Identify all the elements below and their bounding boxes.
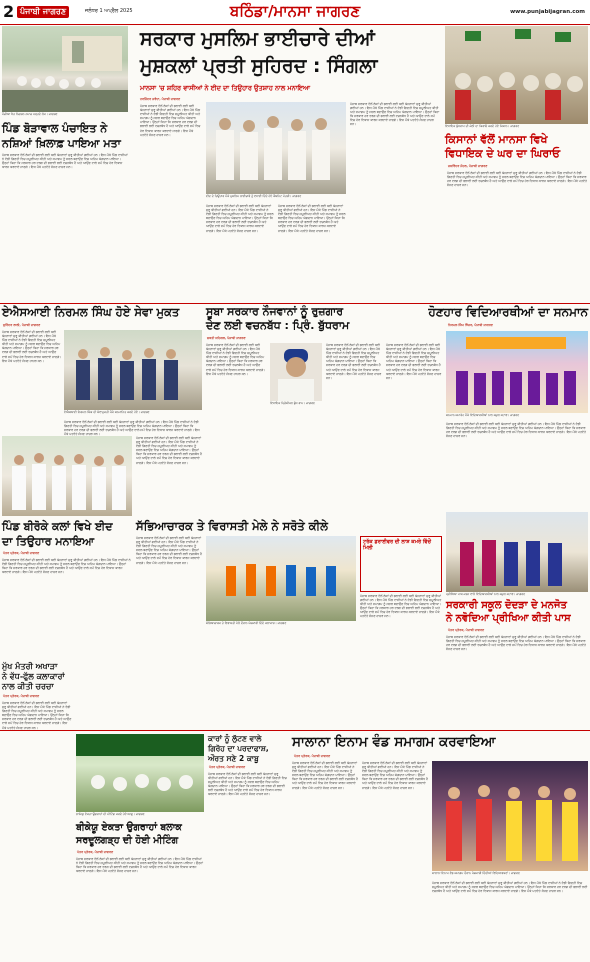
retire-byline: ਸੁਰਿੰਦਰ ਲਾਲੀ, ਪੰਜਾਬੀ ਜਾਗਰਣ bbox=[3, 323, 41, 327]
farmers-headline-line1: ਕਿਸਾਨਾਂ ਵੱਲੋਂ ਮਾਨਸਾ ਵਿਖੇ bbox=[445, 133, 548, 146]
mela-photo bbox=[206, 536, 356, 621]
youth-body-2: ਪੰਜਾਬ ਸਰਕਾਰ ਵੱਲੋਂ ਲੋਕਾਂ ਦੀ ਭਲਾਈ ਲਈ ਕਈ ਯੋਜਨਾਵਾਂ ਸ਼ੁਰੂ ਕੀਤੀਆਂ ਗਈਆਂ ਹਨ। ਇਸ ਮੌਕੇ ਪਿੰਡ ਵਾਸੀਆਂ ਨੇ ਵੱਡੀ ਗਿਣਤੀ ਵਿਚ ਸ਼ਮੂਲੀਅਤ ਕੀਤੀ ਅਤੇ ਸਮਾਗਮ ਨੂੰ ਸਫਲ ਬਣਾਉਣ ਵਿਚ ਅਹਿਮ ਯੋਗਦਾਨ ਪਾਇਆ। ਉਨ੍ਹਾਂ ਕਿਹਾ ਕਿ ਸਰਕਾਰ ਹਰ ਵਰਗ ਦੀ ਭਲਾਈ ਲਈ ਵਚਨਬੱਧ ਹੈ ਅਤੇ ਆਉਣ ਵਾਲੇ ਸਮੇਂ ਵਿਚ ਹੋਰ ਵਿਕਾਸ ਕਾਰਜ ਕਰਵਾਏ ਜਾਣਗੇ। ਇਸ ਮੌਕੇ ਪਤਵੰਤੇ ਸੱਜਣ ਹਾਜ਼ਰ ਸਨ। bbox=[326, 343, 382, 380]
retire-body-2: ਪੰਜਾਬ ਸਰਕਾਰ ਵੱਲੋਂ ਲੋਕਾਂ ਦੀ ਭਲਾਈ ਲਈ ਕਈ ਯੋਜਨਾਵਾਂ ਸ਼ੁਰੂ ਕੀਤੀਆਂ ਗਈਆਂ ਹਨ। ਇਸ ਮੌਕੇ ਪਿੰਡ ਵਾਸੀਆਂ ਨੇ ਵੱਡੀ ਗਿਣਤੀ ਵਿਚ ਸ਼ਮੂਲੀਅਤ ਕੀਤੀ ਅਤੇ ਸਮਾਗਮ ਨੂੰ ਸਫਲ ਬਣਾਉਣ ਵਿਚ ਅਹਿਮ ਯੋਗਦਾਨ ਪਾਇਆ। ਉਨ੍ਹਾਂ ਕਿਹਾ ਕਿ ਸਰਕਾਰ ਹਰ ਵਰਗ ਦੀ ਭਲਾਈ ਲਈ ਵਚਨਬੱਧ ਹੈ ਅਤੇ ਆਉਣ ਵਾਲੇ ਸਮੇਂ ਵਿਚ ਹੋਰ ਵਿਕਾਸ ਕਾਰਜ ਕਰਵਾਏ ਜਾਣਗੇ। ਇਸ ਮੌਕੇ ਪਤਵੰਤੇ ਸੱਜਣ ਹਾਜ਼ਰ ਸਨ। bbox=[64, 420, 200, 437]
retire-photo bbox=[64, 330, 202, 410]
ceremony-body: ਪੰਜਾਬ ਸਰਕਾਰ ਵੱਲੋਂ ਲੋਕਾਂ ਦੀ ਭਲਾਈ ਲਈ ਕਈ ਯੋਜਨਾਵਾਂ ਸ਼ੁਰੂ ਕੀਤੀਆਂ ਗਈਆਂ ਹਨ। ਇਸ ਮੌਕੇ ਪਿੰਡ ਵਾਸੀਆਂ ਨੇ ਵੱਡੀ ਗਿਣਤੀ ਵਿਚ ਸ਼ਮੂਲੀਅਤ ਕੀਤੀ ਅਤੇ ਸਮਾਗਮ ਨੂੰ ਸਫਲ ਬਣਾਉਣ ਵਿਚ ਅਹਿਮ ਯੋਗਦਾਨ ਪਾਇਆ। ਉਨ੍ਹਾਂ ਕਿਹਾ ਕਿ ਸਰਕਾਰ ਹਰ ਵਰਗ ਦੀ ਭਲਾਈ ਲਈ ਵਚਨਬੱਧ ਹੈ ਅਤੇ ਆਉਣ ਵਾਲੇ ਸਮੇਂ ਵਿਚ ਹੋਰ ਵਿਕਾਸ ਕਾਰਜ ਕਰਵਾਏ ਜਾਣਗੇ। ਇਸ ਮੌਕੇ ਪਤਵੰਤੇ ਸੱਜਣ ਹਾਜ਼ਰ ਸਨ। bbox=[136, 436, 202, 465]
prize-body-3: ਪੰਜਾਬ ਸਰਕਾਰ ਵੱਲੋਂ ਲੋਕਾਂ ਦੀ ਭਲਾਈ ਲਈ ਕਈ ਯੋਜਨਾਵਾਂ ਸ਼ੁਰੂ ਕੀਤੀਆਂ ਗਈਆਂ ਹਨ। ਇਸ ਮੌਕੇ ਪਿੰਡ ਵਾਸੀਆਂ ਨੇ ਵੱਡੀ ਗਿਣਤੀ ਵਿਚ ਸ਼ਮੂਲੀਅਤ ਕੀਤੀ ਅਤੇ ਸਮਾਗਮ ਨੂੰ ਸਫਲ ਬਣਾਉਣ ਵਿਚ ਅਹਿਮ ਯੋਗਦਾਨ ਪਾਇਆ। ਉਨ੍ਹਾਂ ਕਿਹਾ ਕਿ ਸਰਕਾਰ ਹਰ ਵਰਗ ਦੀ ਭਲਾਈ ਲਈ ਵਚਨਬੱਧ ਹੈ ਅਤੇ ਆਉਣ ਵਾਲੇ ਸਮੇਂ ਵਿਚ ਹੋਰ ਵਿਕਾਸ ਕਾਰਜ ਕਰਵਾਏ ਜਾਣਗੇ। ਇਸ ਮੌਕੇ ਪਤਵੰਤੇ ਸੱਜਣ ਹਾਜ਼ਰ ਸਨ। bbox=[432, 881, 588, 894]
youth-body-1: ਪੰਜਾਬ ਸਰਕਾਰ ਵੱਲੋਂ ਲੋਕਾਂ ਦੀ ਭਲਾਈ ਲਈ ਕਈ ਯੋਜਨਾਵਾਂ ਸ਼ੁਰੂ ਕੀਤੀਆਂ ਗਈਆਂ ਹਨ। ਇਸ ਮੌਕੇ ਪਿੰਡ ਵਾਸੀਆਂ ਨੇ ਵੱਡੀ ਗਿਣਤੀ ਵਿਚ ਸ਼ਮੂਲੀਅਤ ਕੀਤੀ ਅਤੇ ਸਮਾਗਮ ਨੂੰ ਸਫਲ ਬਣਾਉਣ ਵਿਚ ਅਹਿਮ ਯੋਗਦਾਨ ਪਾਇਆ। ਉਨ੍ਹਾਂ ਕਿਹਾ ਕਿ ਸਰਕਾਰ ਹਰ ਵਰਗ ਦੀ ਭਲਾਈ ਲਈ ਵਚਨਬੱਧ ਹੈ ਅਤੇ ਆਉਣ ਵਾਲੇ ਸਮੇਂ ਵਿਚ ਹੋਰ ਵਿਕਾਸ ਕਾਰਜ ਕਰਵਾਏ ਜਾਣਗੇ। ਇਸ ਮੌਕੇ ਪਤਵੰਤੇ ਸੱਜਣ ਹਾਜ਼ਰ ਸਨ। bbox=[206, 343, 266, 376]
farmers-body: ਪੰਜਾਬ ਸਰਕਾਰ ਵੱਲੋਂ ਲੋਕਾਂ ਦੀ ਭਲਾਈ ਲਈ ਕਈ ਯੋਜਨਾਵਾਂ ਸ਼ੁਰੂ ਕੀਤੀਆਂ ਗਈਆਂ ਹਨ। ਇਸ ਮੌਕੇ ਪਿੰਡ ਵਾਸੀਆਂ ਨੇ ਵੱਡੀ ਗਿਣਤੀ ਵਿਚ ਸ਼ਮੂਲੀਅਤ ਕੀਤੀ ਅਤੇ ਸਮਾਗਮ ਨੂੰ ਸਫਲ ਬਣਾਉਣ ਵਿਚ ਅਹਿਮ ਯੋਗਦਾਨ ਪਾਇਆ। ਉਨ੍ਹਾਂ ਕਿਹਾ ਕਿ ਸਰਕਾਰ ਹਰ ਵਰਗ ਦੀ ਭਲਾਈ ਲਈ ਵਚਨਬੱਧ ਹੈ ਅਤੇ ਆਉਣ ਵਾਲੇ ਸਮੇਂ ਵਿਚ ਹੋਰ ਵਿਕਾਸ ਕਾਰਜ ਕਰਵਾਏ ਜਾਣਗੇ। ਇਸ ਮੌਕੇ ਪਤਵੰਤੇ ਸੱਜਣ ਹਾਜ਼ਰ ਸਨ। bbox=[447, 171, 587, 188]
students-caption: ਸਨਮਾਨ ਸਮਾਰੋਹ ਮੌਕੇ ਵਿਦਿਆਰਥੀਆਂ ਨਾਲ ਸਕੂਲ ਸਟਾਫ। ਜਾਗਰਣ bbox=[446, 413, 520, 417]
mla-portrait bbox=[270, 343, 322, 401]
section-divider bbox=[0, 303, 590, 304]
panchayat-headline-line1: ਪਿੰਡ ਬੋੜਾਵਾਲ ਪੰਚਾਇਤ ਨੇ bbox=[2, 122, 108, 135]
exam-body: ਪੰਜਾਬ ਸਰਕਾਰ ਵੱਲੋਂ ਲੋਕਾਂ ਦੀ ਭਲਾਈ ਲਈ ਕਈ ਯੋਜਨਾਵਾਂ ਸ਼ੁਰੂ ਕੀਤੀਆਂ ਗਈਆਂ ਹਨ। ਇਸ ਮੌਕੇ ਪਿੰਡ ਵਾਸੀਆਂ ਨੇ ਵੱਡੀ ਗਿਣਤੀ ਵਿਚ ਸ਼ਮੂਲੀਅਤ ਕੀਤੀ ਅਤੇ ਸਮਾਗਮ ਨੂੰ ਸਫਲ ਬਣਾਉਣ ਵਿਚ ਅਹਿਮ ਯੋਗਦਾਨ ਪਾਇਆ। ਉਨ੍ਹਾਂ ਕਿਹਾ ਕਿ ਸਰਕਾਰ ਹਰ ਵਰਗ ਦੀ ਭਲਾਈ ਲਈ ਵਚਨਬੱਧ ਹੈ ਅਤੇ ਆਉਣ ਵਾਲੇ ਸਮੇਂ ਵਿਚ ਹੋਰ ਵਿਕਾਸ ਕਾਰਜ ਕਰਵਾਏ ਜਾਣਗੇ। ਇਸ ਮੌਕੇ ਪਤਵੰਤੇ ਸੱਜਣ ਹਾਜ਼ਰ ਸਨ। bbox=[446, 635, 586, 652]
website: www.punjabijagran.com bbox=[510, 9, 585, 15]
students-byline: ਨਿਰਮਲ ਸਿੰਘ ਝਿੰਜਰ, ਪੰਜਾਬੀ ਜਾਗਰਣ bbox=[448, 323, 493, 327]
exam-byline: ਪੱਤਰ ਪ੍ਰੇਰਕ, ਪੰਜਾਬੀ ਜਾਗਰਣ bbox=[448, 628, 485, 632]
retire-headline: ਏਐਸਆਈ ਨਿਰਮਲ ਸਿੰਘ ਹੋਏ ਸੇਵਾ ਮੁਕਤ bbox=[2, 305, 180, 319]
panchayat-body: ਪੰਜਾਬ ਸਰਕਾਰ ਵੱਲੋਂ ਲੋਕਾਂ ਦੀ ਭਲਾਈ ਲਈ ਕਈ ਯੋਜਨਾਵਾਂ ਸ਼ੁਰੂ ਕੀਤੀਆਂ ਗਈਆਂ ਹਨ। ਇਸ ਮੌਕੇ ਪਿੰਡ ਵਾਸੀਆਂ ਨੇ ਵੱਡੀ ਗਿਣਤੀ ਵਿਚ ਸ਼ਮੂਲੀਅਤ ਕੀਤੀ ਅਤੇ ਸਮਾਗਮ ਨੂੰ ਸਫਲ ਬਣਾਉਣ ਵਿਚ ਅਹਿਮ ਯੋਗਦਾਨ ਪਾਇਆ। ਉਨ੍ਹਾਂ ਕਿਹਾ ਕਿ ਸਰਕਾਰ ਹਰ ਵਰਗ ਦੀ ਭਲਾਈ ਲਈ ਵਚਨਬੱਧ ਹੈ ਅਤੇ ਆਉਣ ਵਾਲੇ ਸਮੇਂ ਵਿਚ ਹੋਰ ਵਿਕਾਸ ਕਾਰਜ ਕਰਵਾਏ ਜਾਣਗੇ। ਇਸ ਮੌਕੇ ਪਤਵੰਤੇ ਸੱਜਣ ਹਾਜ਼ਰ ਸਨ। bbox=[2, 153, 128, 170]
masthead bbox=[0, 0, 590, 25]
mela-caption: ਸੱਭਿਆਚਾਰਕ ਤੇ ਵਿਰਾਸਤੀ ਮੇਲੇ ਦੌਰਾਨ ਪੇਸ਼ਕਾਰੀ ਦਿੰਦੇ ਕਲਾਕਾਰ। ਜਾਗਰਣ bbox=[206, 621, 287, 625]
prize-body-1: ਪੰਜਾਬ ਸਰਕਾਰ ਵੱਲੋਂ ਲੋਕਾਂ ਦੀ ਭਲਾਈ ਲਈ ਕਈ ਯੋਜਨਾਵਾਂ ਸ਼ੁਰੂ ਕੀਤੀਆਂ ਗਈਆਂ ਹਨ। ਇਸ ਮੌਕੇ ਪਿੰਡ ਵਾਸੀਆਂ ਨੇ ਵੱਡੀ ਗਿਣਤੀ ਵਿਚ ਸ਼ਮੂਲੀਅਤ ਕੀਤੀ ਅਤੇ ਸਮਾਗਮ ਨੂੰ ਸਫਲ ਬਣਾਉਣ ਵਿਚ ਅਹਿਮ ਯੋਗਦਾਨ ਪਾਇਆ। ਉਨ੍ਹਾਂ ਕਿਹਾ ਕਿ ਸਰਕਾਰ ਹਰ ਵਰਗ ਦੀ ਭਲਾਈ ਲਈ ਵਚਨਬੱਧ ਹੈ ਅਤੇ ਆਉਣ ਵਾਲੇ ਸਮੇਂ ਵਿਚ ਹੋਰ ਵਿਕਾਸ ਕਾਰਜ ਕਰਵਾਏ ਜਾਣਗੇ। ਇਸ ਮੌਕੇ ਪਤਵੰਤੇ ਸੱਜਣ ਹਾਜ਼ਰ ਸਨ। bbox=[292, 761, 358, 790]
lead-body-col3: ਪੰਜਾਬ ਸਰਕਾਰ ਵੱਲੋਂ ਲੋਕਾਂ ਦੀ ਭਲਾਈ ਲਈ ਕਈ ਯੋਜਨਾਵਾਂ ਸ਼ੁਰੂ ਕੀਤੀਆਂ ਗਈਆਂ ਹਨ। ਇਸ ਮੌਕੇ ਪਿੰਡ ਵਾਸੀਆਂ ਨੇ ਵੱਡੀ ਗਿਣਤੀ ਵਿਚ ਸ਼ਮੂਲੀਅਤ ਕੀਤੀ ਅਤੇ ਸਮਾਗਮ ਨੂੰ ਸਫਲ ਬਣਾਉਣ ਵਿਚ ਅਹਿਮ ਯੋਗਦਾਨ ਪਾਇਆ। ਉਨ੍ਹਾਂ ਕਿਹਾ ਕਿ ਸਰਕਾਰ ਹਰ ਵਰਗ ਦੀ ਭਲਾਈ ਲਈ ਵਚਨਬੱਧ ਹੈ ਅਤੇ ਆਉਣ ਵਾਲੇ ਸਮੇਂ ਵਿਚ ਹੋਰ ਵਿਕਾਸ ਕਾਰਜ ਕਰਵਾਏ ਜਾਣਗੇ। ਇਸ ਮੌਕੇ ਪਤਵੰਤੇ ਸੱਜਣ ਹਾਜ਼ਰ ਸਨ। bbox=[278, 204, 346, 233]
section-divider-2 bbox=[0, 730, 590, 731]
mela-headline: ਸੱਭਿਆਚਾਰਕ ਤੇ ਵਿਰਾਸਤੀ ਮੇਲੇ ਨੇ ਸਰੋਤੇ ਕੀਲੇ bbox=[136, 519, 328, 533]
youth-headline-line2: ਦੇਣ ਲਈ ਵਚਨਬੱਧ : ਪ੍ਰਿੰ. ਬੁੱਧਰਾਮ bbox=[206, 319, 350, 332]
union-caption: ਭਾਕਿਯੂ ਏਕਤਾ ਉਗਰਾਹਾਂ ਦੀ ਮੀਟਿੰਗ ਕਰਦੇ ਹੋਏ ਆਗੂ। ਜਾਗਰਣ bbox=[76, 812, 145, 816]
exam-photo bbox=[446, 512, 588, 592]
namaz-caption: ਮੌਜ਼ੀਆ ਖੇਤ ਨਿਗਰਨ ਨਮਾਜ਼ ਪੜ੍ਹਦੇ ਲੋਕ। ਜਾਗਰਣ bbox=[2, 112, 58, 116]
theft-headline-line1: ਕਾਰਾਂ ਨੂੰ ਲੁੱਟਣ ਵਾਲੇ bbox=[208, 734, 262, 743]
theft-headline-line2: ਗਿਰੋਹ ਦਾ ਪਰਦਾਫਾਸ਼, bbox=[208, 744, 269, 753]
akhara-headline-line2: ਨੇ ਵੱਧ-ਫੁੱਲ ਕਲਾਕਾਰਾਂ bbox=[2, 672, 65, 681]
theft-byline: ਪੱਤਰ ਪ੍ਰੇਰਕ, ਪੰਜਾਬੀ ਜਾਗਰਣ bbox=[209, 765, 246, 769]
theft-body: ਪੰਜਾਬ ਸਰਕਾਰ ਵੱਲੋਂ ਲੋਕਾਂ ਦੀ ਭਲਾਈ ਲਈ ਕਈ ਯੋਜਨਾਵਾਂ ਸ਼ੁਰੂ ਕੀਤੀਆਂ ਗਈਆਂ ਹਨ। ਇਸ ਮੌਕੇ ਪਿੰਡ ਵਾਸੀਆਂ ਨੇ ਵੱਡੀ ਗਿਣਤੀ ਵਿਚ ਸ਼ਮੂਲੀਅਤ ਕੀਤੀ ਅਤੇ ਸਮਾਗਮ ਨੂੰ ਸਫਲ ਬਣਾਉਣ ਵਿਚ ਅਹਿਮ ਯੋਗਦਾਨ ਪਾਇਆ। ਉਨ੍ਹਾਂ ਕਿਹਾ ਕਿ ਸਰਕਾਰ ਹਰ ਵਰਗ ਦੀ ਭਲਾਈ ਲਈ ਵਚਨਬੱਧ ਹੈ ਅਤੇ ਆਉਣ ਵਾਲੇ ਸਮੇਂ ਵਿਚ ਹੋਰ ਵਿਕਾਸ ਕਾਰਜ ਕਰਵਾਏ ਜਾਣਗੇ। ਇਸ ਮੌਕੇ ਪਤਵੰਤੇ ਸੱਜਣ ਹਾਜ਼ਰ ਸਨ। bbox=[208, 772, 287, 797]
eid-minister-caption: ਈਦ ਦੇ ਤਿਉਹਾਰ ਮੌਕੇ ਮੁਸਲਿਮ ਭਾਈਚਾਰੇ ਨੂੰ ਵਧਾਈ ਦਿੰਦੇ ਹੋਏ ਕੈਬਨਿਟ ਮੰਤਰੀ। ਜਾਗਰਣ bbox=[206, 194, 302, 198]
farmers-protest-photo bbox=[445, 26, 588, 124]
lead-body-col1: ਪੰਜਾਬ ਸਰਕਾਰ ਵੱਲੋਂ ਲੋਕਾਂ ਦੀ ਭਲਾਈ ਲਈ ਕਈ ਯੋਜਨਾਵਾਂ ਸ਼ੁਰੂ ਕੀਤੀਆਂ ਗਈਆਂ ਹਨ। ਇਸ ਮੌਕੇ ਪਿੰਡ ਵਾਸੀਆਂ ਨੇ ਵੱਡੀ ਗਿਣਤੀ ਵਿਚ ਸ਼ਮੂਲੀਅਤ ਕੀਤੀ ਅਤੇ ਸਮਾਗਮ ਨੂੰ ਸਫਲ ਬਣਾਉਣ ਵਿਚ ਅਹਿਮ ਯੋਗਦਾਨ ਪਾਇਆ। ਉਨ੍ਹਾਂ ਕਿਹਾ ਕਿ ਸਰਕਾਰ ਹਰ ਵਰਗ ਦੀ ਭਲਾਈ ਲਈ ਵਚਨਬੱਧ ਹੈ ਅਤੇ ਆਉਣ ਵਾਲੇ ਸਮੇਂ ਵਿਚ ਹੋਰ ਵਿਕਾਸ ਕਾਰਜ ਕਰਵਾਏ ਜਾਣਗੇ। ਇਸ ਮੌਕੇ ਪਤਵੰਤੇ ਸੱਜਣ ਹਾਜ਼ਰ ਸਨ। bbox=[140, 104, 201, 137]
eid-minister-photo bbox=[206, 102, 346, 194]
mela-sidebar bbox=[360, 536, 442, 592]
theft-headline-line3: ਔਰਤ ਸਣੇ 2 ਕਾਬੂ bbox=[208, 754, 259, 763]
bir-body: ਪੰਜਾਬ ਸਰਕਾਰ ਵੱਲੋਂ ਲੋਕਾਂ ਦੀ ਭਲਾਈ ਲਈ ਕਈ ਯੋਜਨਾਵਾਂ ਸ਼ੁਰੂ ਕੀਤੀਆਂ ਗਈਆਂ ਹਨ। ਇਸ ਮੌਕੇ ਪਿੰਡ ਵਾਸੀਆਂ ਨੇ ਵੱਡੀ ਗਿਣਤੀ ਵਿਚ ਸ਼ਮੂਲੀਅਤ ਕੀਤੀ ਅਤੇ ਸਮਾਗਮ ਨੂੰ ਸਫਲ ਬਣਾਉਣ ਵਿਚ ਅਹਿਮ ਯੋਗਦਾਨ ਪਾਇਆ। ਉਨ੍ਹਾਂ ਕਿਹਾ ਕਿ ਸਰਕਾਰ ਹਰ ਵਰਗ ਦੀ ਭਲਾਈ ਲਈ ਵਚਨਬੱਧ ਹੈ ਅਤੇ ਆਉਣ ਵਾਲੇ ਸਮੇਂ ਵਿਚ ਹੋਰ ਵਿਕਾਸ ਕਾਰਜ ਕਰਵਾਏ ਜਾਣਗੇ। ਇਸ ਮੌਕੇ ਪਤਵੰਤੇ ਸੱਜਣ ਹਾਜ਼ਰ ਸਨ। bbox=[2, 558, 131, 575]
bir-headline-line1: ਪਿੰਡ ਬੀਰੋਕੇ ਕਲਾਂ ਵਿਖੇ ਈਦ bbox=[2, 520, 113, 533]
prize-byline: ਪੱਤਰ ਪ੍ਰੇਰਕ, ਪੰਜਾਬੀ ਜਾਗਰਣ bbox=[294, 754, 331, 758]
students-body: ਪੰਜਾਬ ਸਰਕਾਰ ਵੱਲੋਂ ਲੋਕਾਂ ਦੀ ਭਲਾਈ ਲਈ ਕਈ ਯੋਜਨਾਵਾਂ ਸ਼ੁਰੂ ਕੀਤੀਆਂ ਗਈਆਂ ਹਨ। ਇਸ ਮੌਕੇ ਪਿੰਡ ਵਾਸੀਆਂ ਨੇ ਵੱਡੀ ਗਿਣਤੀ ਵਿਚ ਸ਼ਮੂਲੀਅਤ ਕੀਤੀ ਅਤੇ ਸਮਾਗਮ ਨੂੰ ਸਫਲ ਬਣਾਉਣ ਵਿਚ ਅਹਿਮ ਯੋਗਦਾਨ ਪਾਇਆ। ਉਨ੍ਹਾਂ ਕਿਹਾ ਕਿ ਸਰਕਾਰ ਹਰ ਵਰਗ ਦੀ ਭਲਾਈ ਲਈ ਵਚਨਬੱਧ ਹੈ ਅਤੇ ਆਉਣ ਵਾਲੇ ਸਮੇਂ ਵਿਚ ਹੋਰ ਵਿਕਾਸ ਕਾਰਜ ਕਰਵਾਏ ਜਾਣਗੇ। ਇਸ ਮੌਕੇ ਪਤਵੰਤੇ ਸੱਜਣ ਹਾਜ਼ਰ ਸਨ। bbox=[446, 422, 586, 439]
farmers-headline-line2: ਵਿਧਾਇਕ ਦੇ ਘਰ ਦਾ ਘਿਰਾਓ bbox=[445, 147, 561, 160]
namaz-photo bbox=[2, 26, 128, 112]
retire-caption: ਏਐਸਆਈ ਨਿਰਮਲ ਸਿੰਘ ਦੀ ਸੇਵਾਮੁਕਤੀ ਮੌਕੇ ਸਨਮਾਨਿਤ ਕਰਦੇ ਹੋਏ। ਜਾਗਰਣ bbox=[64, 410, 150, 414]
bir-headline-line2: ਦਾ ਤਿਉਹਾਰ ਮਨਾਇਆ bbox=[2, 535, 95, 548]
edition-name: ਬਠਿੰਡਾ/ਮਾਨਸਾ ਜਾਗਰਣ bbox=[229, 2, 361, 20]
farmers-byline: ਜਸਵਿੰਦਰ ਜੌਹਲ, ਪੰਜਾਬੀ ਜਾਗਰਣ bbox=[448, 164, 488, 168]
mla-portrait-caption: ਵਿਧਾਇਕ ਪ੍ਰਿੰਸੀਪਲ ਬੁੱਧ ਰਾਮ। ਜਾਗਰਣ bbox=[270, 401, 315, 405]
panchayat-headline-line2: ਨਸ਼ਿਆਂ ਖ਼ਿਲਾਫ਼ ਪਾਇਆ ਮਤਾ bbox=[2, 137, 121, 150]
ceremony-photo bbox=[2, 436, 132, 516]
paper-name: ਪੰਜਾਬੀ ਜਾਗਰਣ bbox=[17, 6, 69, 18]
lead-subhead: ਮਾਨਸਾ 'ਚ ਸ਼ਹਿਰ ਵਾਸੀਆਂ ਨੇ ਈਦ ਦਾ ਤਿਉਹਾਰ ਉਤਸ਼ਾਹ ਨਾਲ ਮਨਾਇਆ bbox=[140, 84, 310, 92]
bir-byline: ਪੱਤਰ ਪ੍ਰੇਰਕ, ਪੰਜਾਬੀ ਜਾਗਰਣ bbox=[3, 551, 40, 555]
union-byline: ਪੱਤਰ ਪ੍ਰੇਰਕ, ਪੰਜਾਬੀ ਜਾਗਰਣ bbox=[77, 850, 114, 854]
youth-byline: ਸ਼ਕਤੀ ਸਹਿਗਲ, ਪੰਜਾਬੀ ਜਾਗਰਣ bbox=[207, 336, 246, 340]
akhara-headline-line3: ਨਾਲ ਕੀਤੀ ਚਰਚਾ bbox=[2, 682, 54, 691]
issue-date: ਜਲੰਧਰ 1 ਅਪ੍ਰੈਲ 2025 bbox=[85, 8, 133, 14]
akhara-body: ਪੰਜਾਬ ਸਰਕਾਰ ਵੱਲੋਂ ਲੋਕਾਂ ਦੀ ਭਲਾਈ ਲਈ ਕਈ ਯੋਜਨਾਵਾਂ ਸ਼ੁਰੂ ਕੀਤੀਆਂ ਗਈਆਂ ਹਨ। ਇਸ ਮੌਕੇ ਪਿੰਡ ਵਾਸੀਆਂ ਨੇ ਵੱਡੀ ਗਿਣਤੀ ਵਿਚ ਸ਼ਮੂਲੀਅਤ ਕੀਤੀ ਅਤੇ ਸਮਾਗਮ ਨੂੰ ਸਫਲ ਬਣਾਉਣ ਵਿਚ ਅਹਿਮ ਯੋਗਦਾਨ ਪਾਇਆ। ਉਨ੍ਹਾਂ ਕਿਹਾ ਕਿ ਸਰਕਾਰ ਹਰ ਵਰਗ ਦੀ ਭਲਾਈ ਲਈ ਵਚਨਬੱਧ ਹੈ ਅਤੇ ਆਉਣ ਵਾਲੇ ਸਮੇਂ ਵਿਚ ਹੋਰ ਵਿਕਾਸ ਕਾਰਜ ਕਰਵਾਏ ਜਾਣਗੇ। ਇਸ ਮੌਕੇ ਪਤਵੰਤੇ ਸੱਜਣ ਹਾਜ਼ਰ ਸਨ। bbox=[2, 701, 72, 730]
prize-headline: ਸਾਲਾਨਾ ਇਨਾਮ ਵੰਡ ਸਮਾਗਮ ਕਰਵਾਇਆ bbox=[292, 734, 496, 750]
youth-headline-line1: ਸੂਬਾ ਸਰਕਾਰ ਨੌਜਵਾਨਾਂ ਨੂੰ ਰੁਜ਼ਗਾਰ bbox=[206, 305, 344, 318]
lead-byline: ਹਰਜਿੰਦਰ ਜਵੰਦਾ, ਪੰਜਾਬੀ ਜਾਗਰਣ bbox=[140, 97, 181, 101]
union-body: ਪੰਜਾਬ ਸਰਕਾਰ ਵੱਲੋਂ ਲੋਕਾਂ ਦੀ ਭਲਾਈ ਲਈ ਕਈ ਯੋਜਨਾਵਾਂ ਸ਼ੁਰੂ ਕੀਤੀਆਂ ਗਈਆਂ ਹਨ। ਇਸ ਮੌਕੇ ਪਿੰਡ ਵਾਸੀਆਂ ਨੇ ਵੱਡੀ ਗਿਣਤੀ ਵਿਚ ਸ਼ਮੂਲੀਅਤ ਕੀਤੀ ਅਤੇ ਸਮਾਗਮ ਨੂੰ ਸਫਲ ਬਣਾਉਣ ਵਿਚ ਅਹਿਮ ਯੋਗਦਾਨ ਪਾਇਆ। ਉਨ੍ਹਾਂ ਕਿਹਾ ਕਿ ਸਰਕਾਰ ਹਰ ਵਰਗ ਦੀ ਭਲਾਈ ਲਈ ਵਚਨਬੱਧ ਹੈ ਅਤੇ ਆਉਣ ਵਾਲੇ ਸਮੇਂ ਵਿਚ ਹੋਰ ਵਿਕਾਸ ਕਾਰਜ ਕਰਵਾਏ ਜਾਣਗੇ। ਇਸ ਮੌਕੇ ਪਤਵੰਤੇ ਸੱਜਣ ਹਾਜ਼ਰ ਸਨ। bbox=[76, 857, 204, 874]
exam-headline-line1: ਸਰਕਾਰੀ ਸਕੂਲ ਦੋਦੜਾ ਦੇ ਮਨਜੋਤ bbox=[446, 600, 567, 611]
union-photo bbox=[76, 734, 204, 812]
union-headline-line2: ਸਰਦੂਲਗੜ੍ਹ ਦੀ ਹੋਈ ਮੀਟਿੰਗ bbox=[76, 835, 179, 846]
mela-body: ਪੰਜਾਬ ਸਰਕਾਰ ਵੱਲੋਂ ਲੋਕਾਂ ਦੀ ਭਲਾਈ ਲਈ ਕਈ ਯੋਜਨਾਵਾਂ ਸ਼ੁਰੂ ਕੀਤੀਆਂ ਗਈਆਂ ਹਨ। ਇਸ ਮੌਕੇ ਪਿੰਡ ਵਾਸੀਆਂ ਨੇ ਵੱਡੀ ਗਿਣਤੀ ਵਿਚ ਸ਼ਮੂਲੀਅਤ ਕੀਤੀ ਅਤੇ ਸਮਾਗਮ ਨੂੰ ਸਫਲ ਬਣਾਉਣ ਵਿਚ ਅਹਿਮ ਯੋਗਦਾਨ ਪਾਇਆ। ਉਨ੍ਹਾਂ ਕਿਹਾ ਕਿ ਸਰਕਾਰ ਹਰ ਵਰਗ ਦੀ ਭਲਾਈ ਲਈ ਵਚਨਬੱਧ ਹੈ ਅਤੇ ਆਉਣ ਵਾਲੇ ਸਮੇਂ ਵਿਚ ਹੋਰ ਵਿਕਾਸ ਕਾਰਜ ਕਰਵਾਏ ਜਾਣਗੇ। ਇਸ ਮੌਕੇ ਪਤਵੰਤੇ ਸੱਜਣ ਹਾਜ਼ਰ ਸਨ। bbox=[136, 536, 202, 565]
students-photo bbox=[446, 331, 588, 413]
exam-headline-line2: ਨੇ ਨਵੋਦਿਆ ਪ੍ਰੀਖਿਆ ਕੀਤੀ ਪਾਸ bbox=[446, 613, 571, 624]
lead-headline-line1: ਸਰਕਾਰ ਮੁਸਲਿਮ ਭਾਈਚਾਰੇ ਦੀਆਂ bbox=[140, 28, 375, 50]
union-headline-line1: ਬੀਕੇਯੂ ਏਕਤਾ ਉਗਰਾਹਾਂ ਬਲਾਕ bbox=[76, 822, 182, 833]
page-number: 2 bbox=[3, 2, 15, 21]
akhara-byline: ਪੱਤਰ ਪ੍ਰੇਰਕ, ਪੰਜਾਬੀ ਜਾਗਰਣ bbox=[3, 694, 40, 698]
lead-body-col2: ਪੰਜਾਬ ਸਰਕਾਰ ਵੱਲੋਂ ਲੋਕਾਂ ਦੀ ਭਲਾਈ ਲਈ ਕਈ ਯੋਜਨਾਵਾਂ ਸ਼ੁਰੂ ਕੀਤੀਆਂ ਗਈਆਂ ਹਨ। ਇਸ ਮੌਕੇ ਪਿੰਡ ਵਾਸੀਆਂ ਨੇ ਵੱਡੀ ਗਿਣਤੀ ਵਿਚ ਸ਼ਮੂਲੀਅਤ ਕੀਤੀ ਅਤੇ ਸਮਾਗਮ ਨੂੰ ਸਫਲ ਬਣਾਉਣ ਵਿਚ ਅਹਿਮ ਯੋਗਦਾਨ ਪਾਇਆ। ਉਨ੍ਹਾਂ ਕਿਹਾ ਕਿ ਸਰਕਾਰ ਹਰ ਵਰਗ ਦੀ ਭਲਾਈ ਲਈ ਵਚਨਬੱਧ ਹੈ ਅਤੇ ਆਉਣ ਵਾਲੇ ਸਮੇਂ ਵਿਚ ਹੋਰ ਵਿਕਾਸ ਕਾਰਜ ਕਰਵਾਏ ਜਾਣਗੇ। ਇਸ ਮੌਕੇ ਪਤਵੰਤੇ ਸੱਜਣ ਹਾਜ਼ਰ ਸਨ। bbox=[206, 204, 274, 233]
retire-body: ਪੰਜਾਬ ਸਰਕਾਰ ਵੱਲੋਂ ਲੋਕਾਂ ਦੀ ਭਲਾਈ ਲਈ ਕਈ ਯੋਜਨਾਵਾਂ ਸ਼ੁਰੂ ਕੀਤੀਆਂ ਗਈਆਂ ਹਨ। ਇਸ ਮੌਕੇ ਪਿੰਡ ਵਾਸੀਆਂ ਨੇ ਵੱਡੀ ਗਿਣਤੀ ਵਿਚ ਸ਼ਮੂਲੀਅਤ ਕੀਤੀ ਅਤੇ ਸਮਾਗਮ ਨੂੰ ਸਫਲ ਬਣਾਉਣ ਵਿਚ ਅਹਿਮ ਯੋਗਦਾਨ ਪਾਇਆ। ਉਨ੍ਹਾਂ ਕਿਹਾ ਕਿ ਸਰਕਾਰ ਹਰ ਵਰਗ ਦੀ ਭਲਾਈ ਲਈ ਵਚਨਬੱਧ ਹੈ ਅਤੇ ਆਉਣ ਵਾਲੇ ਸਮੇਂ ਵਿਚ ਹੋਰ ਵਿਕਾਸ ਕਾਰਜ ਕਰਵਾਏ ਜਾਣਗੇ। ਇਸ ਮੌਕੇ ਪਤਵੰਤੇ ਸੱਜਣ ਹਾਜ਼ਰ ਸਨ। bbox=[2, 330, 62, 363]
exam-caption: ਪ੍ਰੀਖਿਆ ਪਾਸ ਕਰਨ ਵਾਲੇ ਵਿਦਿਆਰਥੀਆਂ ਨਾਲ ਸਕੂਲ ਸਟਾਫ। ਜਾਗਰਣ bbox=[446, 592, 526, 596]
prize-body-2: ਪੰਜਾਬ ਸਰਕਾਰ ਵੱਲੋਂ ਲੋਕਾਂ ਦੀ ਭਲਾਈ ਲਈ ਕਈ ਯੋਜਨਾਵਾਂ ਸ਼ੁਰੂ ਕੀਤੀਆਂ ਗਈਆਂ ਹਨ। ਇਸ ਮੌਕੇ ਪਿੰਡ ਵਾਸੀਆਂ ਨੇ ਵੱਡੀ ਗਿਣਤੀ ਵਿਚ ਸ਼ਮੂਲੀਅਤ ਕੀਤੀ ਅਤੇ ਸਮਾਗਮ ਨੂੰ ਸਫਲ ਬਣਾਉਣ ਵਿਚ ਅਹਿਮ ਯੋਗਦਾਨ ਪਾਇਆ। ਉਨ੍ਹਾਂ ਕਿਹਾ ਕਿ ਸਰਕਾਰ ਹਰ ਵਰਗ ਦੀ ਭਲਾਈ ਲਈ ਵਚਨਬੱਧ ਹੈ ਅਤੇ ਆਉਣ ਵਾਲੇ ਸਮੇਂ ਵਿਚ ਹੋਰ ਵਿਕਾਸ ਕਾਰਜ ਕਰਵਾਏ ਜਾਣਗੇ। ਇਸ ਮੌਕੇ ਪਤਵੰਤੇ ਸੱਜਣ ਹਾਜ਼ਰ ਸਨ। bbox=[362, 761, 428, 790]
farmers-caption: ਵਿਧਾਇਕ ਬੁੱਧਰਾਮ ਦੀ ਕੋਠੀ ਦਾ ਘਿਰਾਓ ਕਰਦੇ ਹੋਏ ਕਿਸਾਨ। ਜਾਗਰਣ bbox=[445, 124, 520, 128]
students-headline: ਹੋਣਹਾਰ ਵਿਦਿਆਰਥੀਆਂ ਦਾ ਸਨਮਾਨ bbox=[428, 305, 588, 319]
lead-body-col4: ਪੰਜਾਬ ਸਰਕਾਰ ਵੱਲੋਂ ਲੋਕਾਂ ਦੀ ਭਲਾਈ ਲਈ ਕਈ ਯੋਜਨਾਵਾਂ ਸ਼ੁਰੂ ਕੀਤੀਆਂ ਗਈਆਂ ਹਨ। ਇਸ ਮੌਕੇ ਪਿੰਡ ਵਾਸੀਆਂ ਨੇ ਵੱਡੀ ਗਿਣਤੀ ਵਿਚ ਸ਼ਮੂਲੀਅਤ ਕੀਤੀ ਅਤੇ ਸਮਾਗਮ ਨੂੰ ਸਫਲ ਬਣਾਉਣ ਵਿਚ ਅਹਿਮ ਯੋਗਦਾਨ ਪਾਇਆ। ਉਨ੍ਹਾਂ ਕਿਹਾ ਕਿ ਸਰਕਾਰ ਹਰ ਵਰਗ ਦੀ ਭਲਾਈ ਲਈ ਵਚਨਬੱਧ ਹੈ ਅਤੇ ਆਉਣ ਵਾਲੇ ਸਮੇਂ ਵਿਚ ਹੋਰ ਵਿਕਾਸ ਕਾਰਜ ਕਰਵਾਏ ਜਾਣਗੇ। ਇਸ ਮੌਕੇ ਪਤਵੰਤੇ ਸੱਜਣ ਹਾਜ਼ਰ ਸਨ। bbox=[350, 102, 440, 127]
prize-caption: ਸਾਲਾਨਾ ਇਨਾਮ ਵੰਡ ਸਮਾਗਮ ਦੌਰਾਨ ਪੇਸ਼ਕਾਰੀ ਦਿੰਦੀਆਂ ਵਿਦਿਆਰਥਣਾਂ। ਜਾਗਰਣ bbox=[432, 871, 520, 875]
akhara-headline-line1: ਮੁੱਖ ਮੰਤਰੀ ਅਖਾੜਾ bbox=[2, 662, 58, 671]
lead-headline-line2: ਮੁਸ਼ਕਲਾਂ ਪ੍ਰਤੀ ਸੁਹਿਰਦ : ਸਿੰਗਲਾ bbox=[140, 55, 378, 77]
prize-photo bbox=[432, 761, 588, 871]
mela-body-2: ਪੰਜਾਬ ਸਰਕਾਰ ਵੱਲੋਂ ਲੋਕਾਂ ਦੀ ਭਲਾਈ ਲਈ ਕਈ ਯੋਜਨਾਵਾਂ ਸ਼ੁਰੂ ਕੀਤੀਆਂ ਗਈਆਂ ਹਨ। ਇਸ ਮੌਕੇ ਪਿੰਡ ਵਾਸੀਆਂ ਨੇ ਵੱਡੀ ਗਿਣਤੀ ਵਿਚ ਸ਼ਮੂਲੀਅਤ ਕੀਤੀ ਅਤੇ ਸਮਾਗਮ ਨੂੰ ਸਫਲ ਬਣਾਉਣ ਵਿਚ ਅਹਿਮ ਯੋਗਦਾਨ ਪਾਇਆ। ਉਨ੍ਹਾਂ ਕਿਹਾ ਕਿ ਸਰਕਾਰ ਹਰ ਵਰਗ ਦੀ ਭਲਾਈ ਲਈ ਵਚਨਬੱਧ ਹੈ ਅਤੇ ਆਉਣ ਵਾਲੇ ਸਮੇਂ ਵਿਚ ਹੋਰ ਵਿਕਾਸ ਕਾਰਜ ਕਰਵਾਏ ਜਾਣਗੇ। ਇਸ ਮੌਕੇ ਪਤਵੰਤੇ ਸੱਜਣ ਹਾਜ਼ਰ ਸਨ। bbox=[360, 594, 442, 619]
mela-sidebar-title: ਟਰੱਕ ਡਰਾਈਵਰ ਦੀ ਲਾਸ਼ ਕਮਰੇ ਵਿੱਚੋਂ ਮਿਲੀ bbox=[363, 539, 431, 551]
youth-body-3: ਪੰਜਾਬ ਸਰਕਾਰ ਵੱਲੋਂ ਲੋਕਾਂ ਦੀ ਭਲਾਈ ਲਈ ਕਈ ਯੋਜਨਾਵਾਂ ਸ਼ੁਰੂ ਕੀਤੀਆਂ ਗਈਆਂ ਹਨ। ਇਸ ਮੌਕੇ ਪਿੰਡ ਵਾਸੀਆਂ ਨੇ ਵੱਡੀ ਗਿਣਤੀ ਵਿਚ ਸ਼ਮੂਲੀਅਤ ਕੀਤੀ ਅਤੇ ਸਮਾਗਮ ਨੂੰ ਸਫਲ ਬਣਾਉਣ ਵਿਚ ਅਹਿਮ ਯੋਗਦਾਨ ਪਾਇਆ। ਉਨ੍ਹਾਂ ਕਿਹਾ ਕਿ ਸਰਕਾਰ ਹਰ ਵਰਗ ਦੀ ਭਲਾਈ ਲਈ ਵਚਨਬੱਧ ਹੈ ਅਤੇ ਆਉਣ ਵਾਲੇ ਸਮੇਂ ਵਿਚ ਹੋਰ ਵਿਕਾਸ ਕਾਰਜ ਕਰਵਾਏ ਜਾਣਗੇ। ਇਸ ਮੌਕੇ ਪਤਵੰਤੇ ਸੱਜਣ ਹਾਜ਼ਰ ਸਨ। bbox=[386, 343, 442, 380]
